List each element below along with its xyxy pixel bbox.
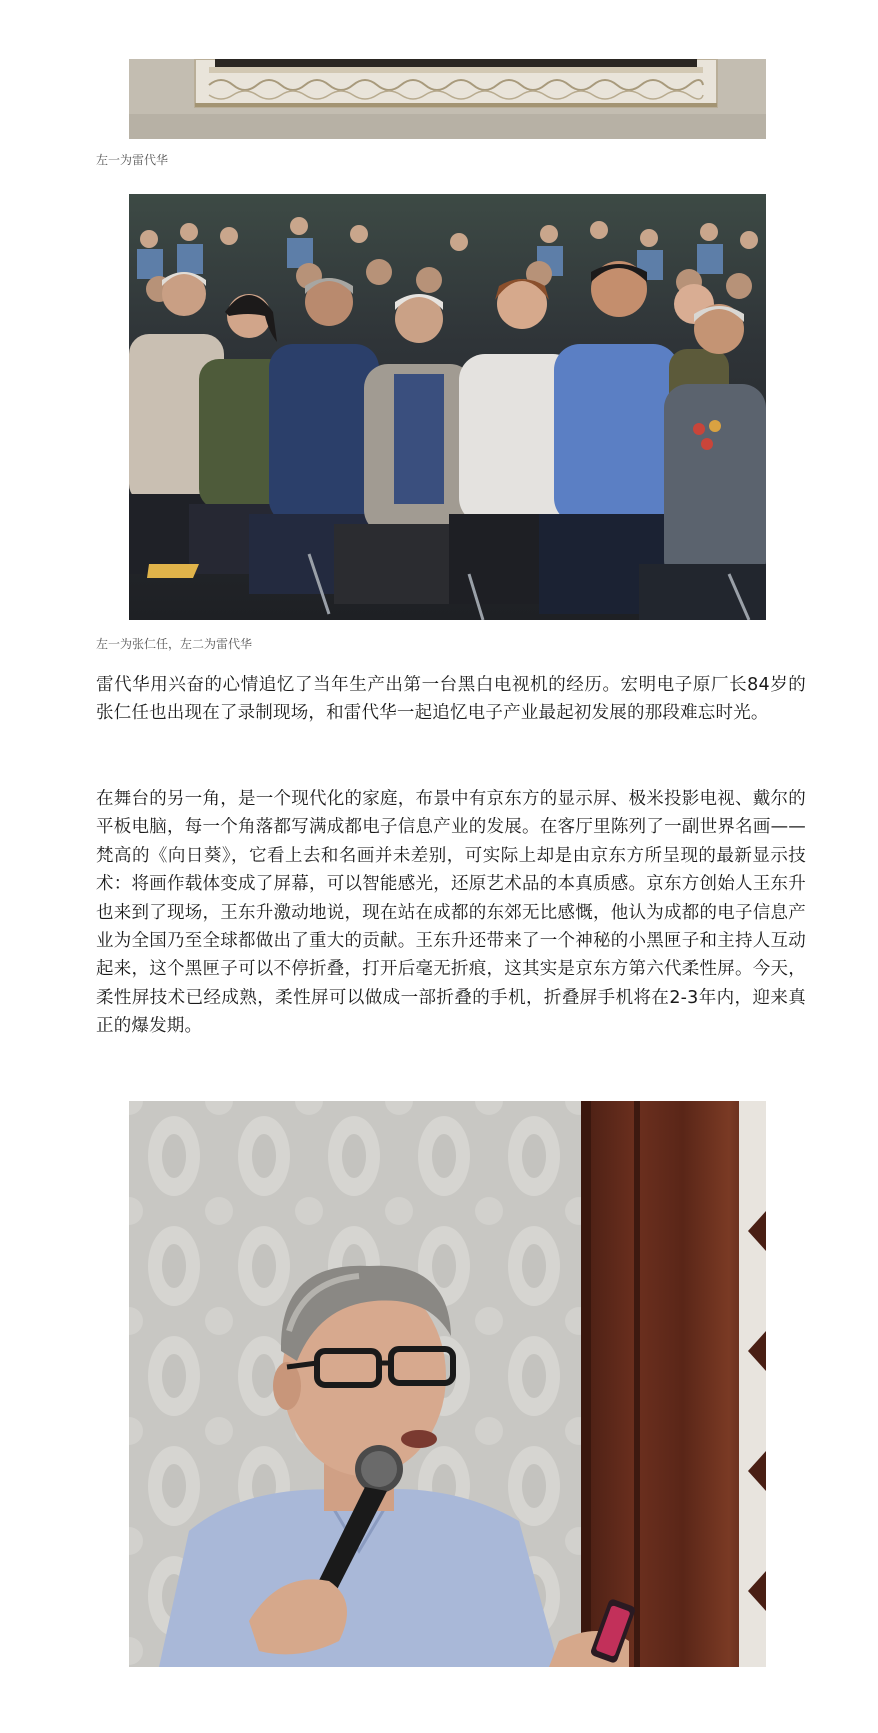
article-paragraph: 在舞台的另一角，是一个现代化的家庭，布景中有京东方的显示屏、极米投影电视、戴尔的平板电脑，每一个角落都写满成都电子信息产业的发展。在客厅里陈列了一副世界名画——梵高的《向日葵》，它看上去和名画并未差别，可实际上却是由京东方所呈现的最新显示技术：将画作载体变成了屏幕，可以智能感光，还原艺术品的本真质感。京东方创始人王东升也来到了现场，王东升激动地说，现在站在成都的东郊无比感慨，他认为成都的电子信息产业为全国乃至全球都做出了重大的贡献。王东升还带来了一个神秘的小黑匣子和主持人互动起来，这个黑匣子可以不停折叠，打开后毫无折痕，这其实是京东方第六代柔性屏。今天，柔性屏技术已经成熟，柔性屏可以做成一部折叠的手机，折叠屏手机将在2-3年内，迎来真正的爆发期。 bbox=[96, 789, 806, 1037]
photo-caption: 左一为张仁任，左二为雷代华 bbox=[96, 637, 253, 651]
speaker-photo bbox=[129, 1101, 766, 1667]
audience-photo bbox=[129, 194, 766, 620]
framed-painting-photo bbox=[129, 59, 766, 139]
photo-caption: 左一为雷代华 bbox=[96, 153, 169, 167]
article-paragraph: 雷代华用兴奋的心情追忆了当年生产出第一台黑白电视机的经历。宏明电子原厂长84岁的张仁任也出现在了录制现场，和雷代华一起追忆电子产业最起初发展的那段难忘时光。 bbox=[96, 675, 806, 724]
